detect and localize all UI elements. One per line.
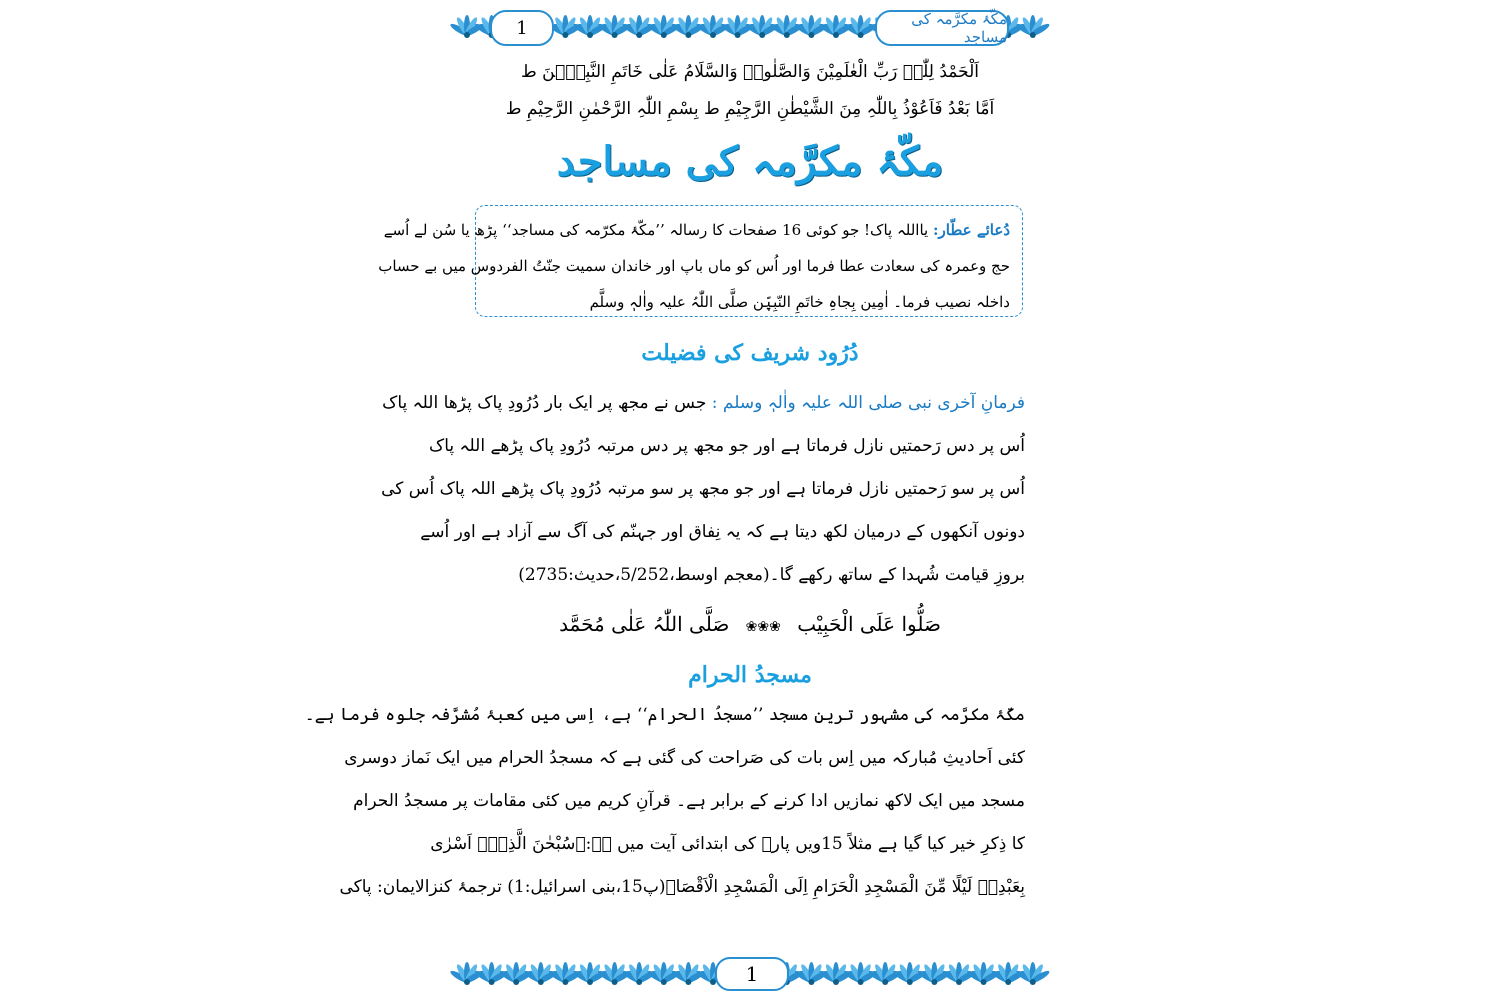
running-header-title: مکّۂ مکرَّمہ کی مساجد bbox=[875, 10, 1009, 46]
page-title: مکّۂ مکرَّمہ کی مساجد bbox=[556, 138, 944, 185]
durood-paragraph bbox=[381, 382, 1025, 597]
durood-line-1-text: جس نے مجھ پر ایک بار دُرُودِ پاک پڑھا اللہ پاک bbox=[382, 393, 712, 413]
masjid-line-5: بِعَبْدِهٖ لَیْلًا مِّنَ الْمَسْجِدِ الْحَرَامِ اِلَى الْمَسْجِدِ الْاَقْصَا﴾(پ15،بنی اسرائیل:1) ترجمۂ کنزالایمان: پاکی bbox=[339, 877, 1025, 897]
dua-line-2: حج وعمرہ کی سعادت عطا فرما اور اُس کو ماں باپ اور خاندان سمیت جنّتُ الفردوس میں بے حساب bbox=[378, 257, 1010, 275]
dua-label: دُعائے عطّار: bbox=[933, 221, 1010, 239]
opening-tasmiyah-line: اَمَّا بَعْدُ فَاَعُوْذُ بِاللّٰہِ مِنَ الشَّیْطٰنِ الرَّجِیْمِ ط بِسْمِ اللّٰہِ الرَّحْمٰنِ الرَّحِیْمِ ط bbox=[505, 99, 995, 119]
masjid-paragraph bbox=[304, 694, 1025, 909]
header-page-number: 1 bbox=[490, 10, 554, 46]
salawat-left: صَلُّوا عَلَی الْحَبِیْب bbox=[797, 612, 941, 636]
durood-line-2: اُس پر دس رَحمتیں نازل فرماتا ہے اور جو مجھ پر دس مرتبہ دُرُودِ پاک پڑھے اللہ پاک bbox=[429, 436, 1025, 456]
opening-praise-line: اَلْحَمْدُ لِلّٰہِ رَبِّ الْعٰلَمِیْنَ وَالصَّلٰوۃُ وَالسَّلَامُ عَلٰی خَاتَمِ النَّبِیّٖنَ ط bbox=[520, 62, 980, 82]
floral-motif-icon bbox=[1015, 15, 1051, 38]
footer-page-number: 1 bbox=[715, 957, 789, 991]
dua-line-1 bbox=[383, 212, 1010, 248]
dua-line-1-text: یااللہ پاک! جو کوئی 16 صفحات کا رسالہ ’’مکّۂ مکرّمہ کی مساجد‘‘ پڑھ یا سُن لے اُسے bbox=[383, 221, 933, 239]
masjid-line-2: کئی اَحادیثِ مُبارکہ میں اِس بات کی صَراحت کی گئی ہے کہ مسجدُ الحرام میں ایک نَماز دوسری bbox=[344, 748, 1025, 768]
durood-line-3: اُس پر سو رَحمتیں نازل فرماتا ہے اور جو مجھ پر سو مرتبہ دُرُودِ پاک پڑھے اللہ پاک اُس کی bbox=[381, 479, 1025, 499]
masjid-section-heading: مسجدُ الحرام bbox=[688, 662, 812, 688]
flower-separator-icon: ❀❀❀ bbox=[745, 619, 781, 635]
dua-line-3: داخلہ نصیب فرما۔ اٰمِین بِجاہِ خاتَمِ النّبِیّٖن صلَّی اللّٰہُ علیہ واٰلہٖ وسلَّم bbox=[589, 293, 1010, 311]
durood-line-5: بروزِ قیامت شُہدا کے ساتھ رکھے گا۔(معجم اوسط،5/252،حدیث:2735) bbox=[518, 565, 1025, 585]
masjid-line-4: کا ذِکرِ خیر کیا گیا ہے مثلاً 15ویں پارے کی ابتدائی آیت میں ہے:﴿سُبْحٰنَ الَّذِیْۤ اَسْرٰی bbox=[430, 834, 1025, 854]
durood-line-4: دونوں آنکھوں کے درمیان لکھ دیتا ہے کہ یہ نِفاق اور جہنّم کی آگ سے آزاد ہے اور اُسے bbox=[420, 522, 1025, 542]
durood-line-1 bbox=[382, 382, 1025, 425]
masjid-line-3: مسجد میں ایک لاکھ نمازیں ادا کرنے کے برابر ہے۔ قرآنِ کریم میں کئی مقامات پر مسجدُ الحرام bbox=[353, 791, 1025, 811]
hadith-intro-label: فرمانِ آخری نبی صلی اللہ علیہ واٰلہٖ وسلم : bbox=[711, 393, 1025, 413]
floral-motif-icon bbox=[1015, 962, 1051, 985]
dua-box bbox=[378, 205, 1023, 317]
book-page bbox=[304, 0, 1045, 1000]
salawat-right: صَلَّی اللّٰہُ عَلٰی مُحَمَّد bbox=[559, 612, 730, 636]
salawat-line bbox=[455, 612, 1045, 636]
masjid-line-1: مکّۂ مکرَّمہ کی مشہور ترین مسجد ’’مسجدُ الحرام‘‘ ہے، اِسی میں کعبۂ مُشرَّفہ جلوہ فرما ہے۔ bbox=[304, 705, 1025, 725]
durood-section-heading: دُرُود شریف کی فضیلت bbox=[641, 340, 859, 366]
